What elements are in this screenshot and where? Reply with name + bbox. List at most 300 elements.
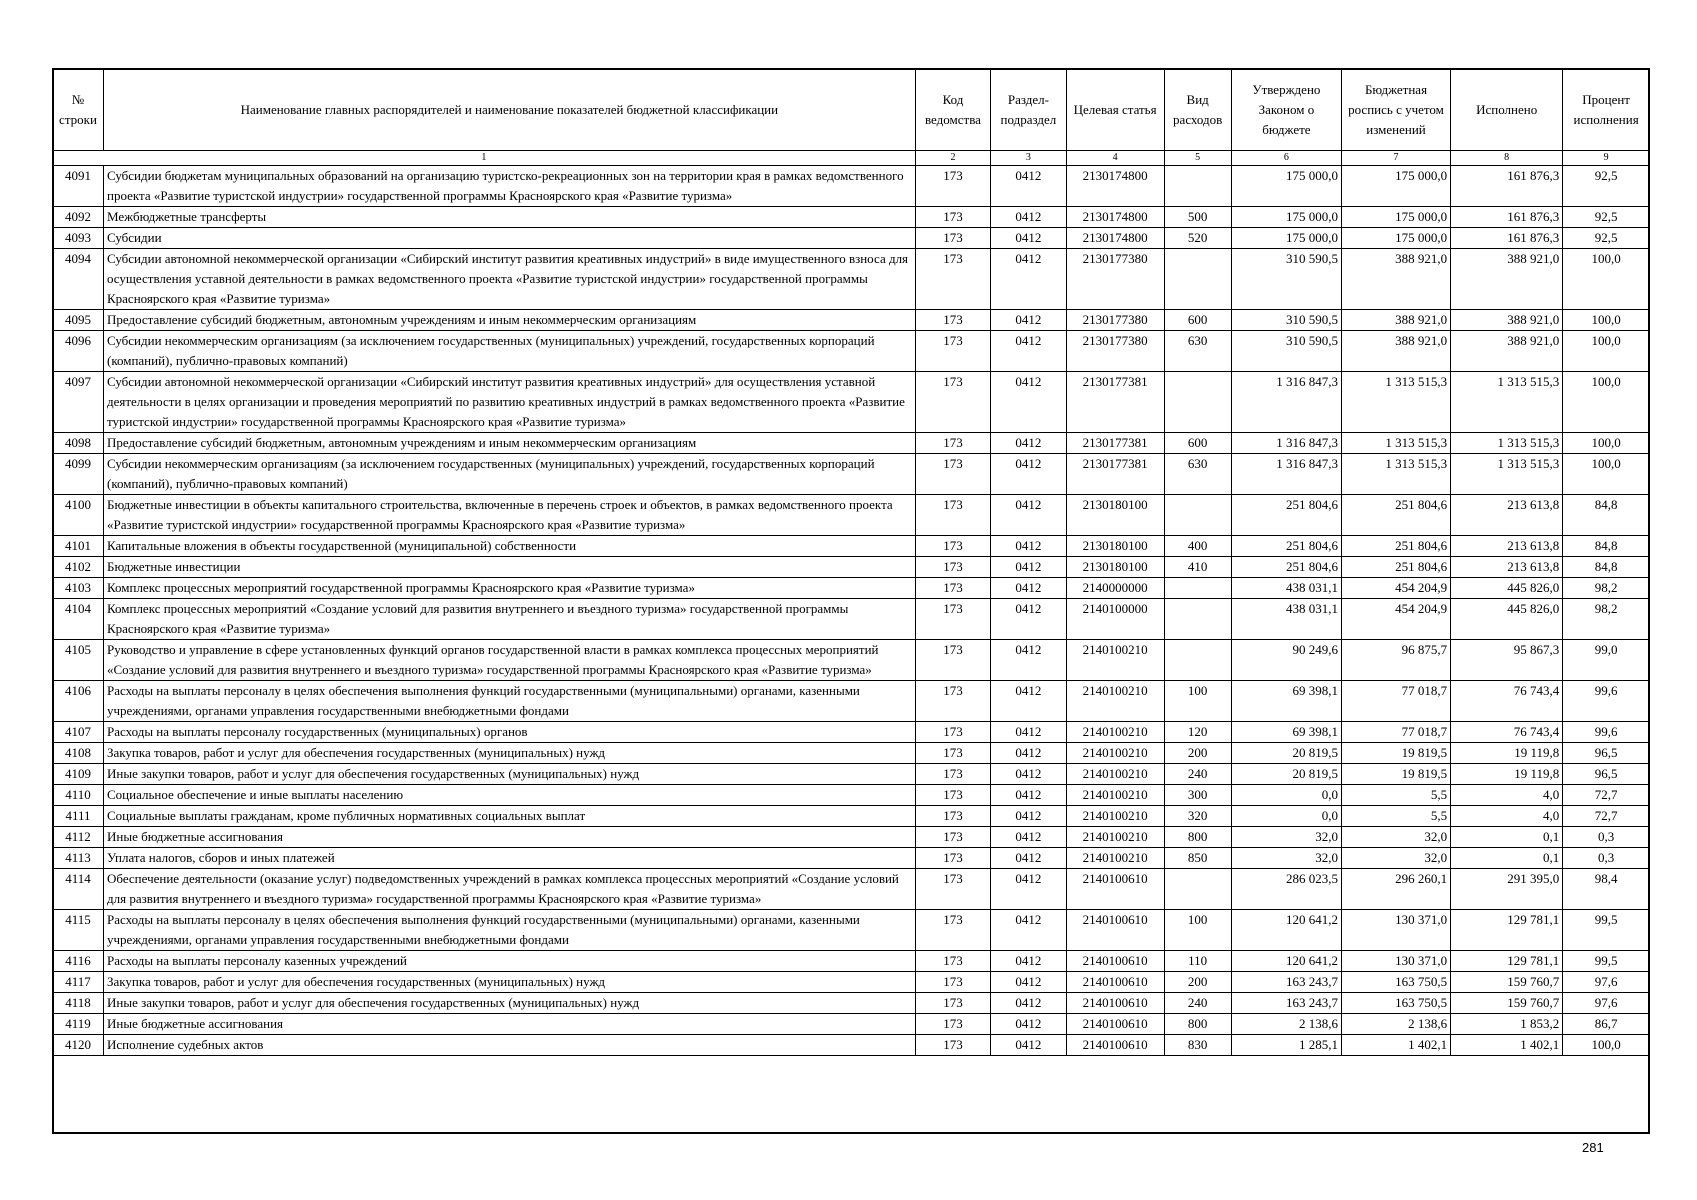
department-code: 173 [915,433,990,454]
table-row [53,536,1650,557]
column-index-cell: 4 [1066,151,1164,166]
row-name: Комплекс процессных мероприятий «Создание условий для развития внутреннего и въездного туризма» государственной программы Красноярского края «Развитие туризма» [103,599,915,640]
table-row [53,310,1650,331]
execution-percent: 100,0 [1563,454,1650,495]
execution-percent: 72,7 [1563,785,1650,806]
section-code: 0412 [991,599,1066,640]
schedule-amount: 175 000,0 [1341,228,1450,249]
row-name: Капитальные вложения в объекты государственной (муниципальной) собственности [103,536,915,557]
department-code: 173 [915,743,990,764]
row-number: 4096 [53,331,104,372]
executed-amount: 291 395,0 [1451,869,1563,910]
header-approved: Утверждено Законом о бюджете [1231,69,1341,151]
approved-amount: 69 398,1 [1231,681,1341,722]
expense-kind: 410 [1164,557,1231,578]
header-executed: Исполнено [1451,69,1563,151]
expense-kind: 500 [1164,207,1231,228]
department-code: 173 [915,764,990,785]
executed-amount: 76 743,4 [1451,722,1563,743]
target-article: 2140100610 [1066,951,1164,972]
department-code: 173 [915,495,990,536]
target-article: 2130180100 [1066,536,1164,557]
table-row [53,454,1650,495]
row-name: Субсидии некоммерческим организациям (за исключением государственных (муниципальных) учреждений, государственных корпораций (компаний), публично-правовых компаний) [103,454,915,495]
schedule-amount: 19 819,5 [1341,764,1450,785]
expense-kind [1164,599,1231,640]
row-number: 4091 [53,166,104,207]
schedule-amount: 77 018,7 [1341,722,1450,743]
section-code: 0412 [991,869,1066,910]
row-number: 4094 [53,249,104,310]
execution-percent: 96,5 [1563,764,1650,785]
row-name: Иные бюджетные ассигнования [103,827,915,848]
execution-percent: 96,5 [1563,743,1650,764]
row-name: Бюджетные инвестиции в объекты капитального строительства, включенные в перечень строек и объектов, в рамках ведомственного проекта «Развитие туристской индустрии» государственной программы Красноярского края «Развитие туризма» [103,495,915,536]
department-code: 173 [915,310,990,331]
schedule-amount: 19 819,5 [1341,743,1450,764]
approved-amount: 1 316 847,3 [1231,433,1341,454]
table-row [53,951,1650,972]
execution-percent: 100,0 [1563,331,1650,372]
table-row [53,722,1650,743]
row-number: 4109 [53,764,104,785]
table-row [53,557,1650,578]
schedule-amount: 77 018,7 [1341,681,1450,722]
executed-amount: 4,0 [1451,785,1563,806]
approved-amount: 251 804,6 [1231,495,1341,536]
schedule-amount: 32,0 [1341,848,1450,869]
executed-amount: 1 402,1 [1451,1035,1563,1056]
table-row [53,207,1650,228]
executed-amount: 445 826,0 [1451,599,1563,640]
section-code: 0412 [991,1035,1066,1056]
approved-amount: 1 316 847,3 [1231,454,1341,495]
expense-kind: 630 [1164,454,1231,495]
row-name: Межбюджетные трансферты [103,207,915,228]
row-number: 4115 [53,910,104,951]
row-name: Расходы на выплаты персоналу казенных учреждений [103,951,915,972]
approved-amount: 20 819,5 [1231,764,1341,785]
department-code: 173 [915,557,990,578]
execution-percent: 86,7 [1563,1014,1650,1035]
approved-amount: 175 000,0 [1231,207,1341,228]
approved-amount: 120 641,2 [1231,910,1341,951]
section-code: 0412 [991,827,1066,848]
approved-amount: 175 000,0 [1231,228,1341,249]
column-index-cell: 6 [1231,151,1341,166]
approved-amount: 120 641,2 [1231,951,1341,972]
row-name: Иные закупки товаров, работ и услуг для обеспечения государственных (муниципальных) нужд [103,764,915,785]
department-code: 173 [915,806,990,827]
row-number: 4120 [53,1035,104,1056]
table-row [53,972,1650,993]
row-number: 4092 [53,207,104,228]
section-code: 0412 [991,249,1066,310]
expense-kind: 400 [1164,536,1231,557]
target-article: 2140100210 [1066,785,1164,806]
expense-kind: 320 [1164,806,1231,827]
schedule-amount: 388 921,0 [1341,249,1450,310]
execution-percent: 99,5 [1563,910,1650,951]
section-code: 0412 [991,207,1066,228]
expense-kind [1164,578,1231,599]
execution-percent: 92,5 [1563,207,1650,228]
department-code: 173 [915,848,990,869]
approved-amount: 310 590,5 [1231,331,1341,372]
schedule-amount: 175 000,0 [1341,166,1450,207]
row-name: Субсидии некоммерческим организациям (за исключением государственных (муниципальных) учреждений, государственных корпораций (компаний), публично-правовых компаний) [103,331,915,372]
row-name: Субсидии [103,228,915,249]
section-code: 0412 [991,910,1066,951]
execution-percent: 99,6 [1563,722,1650,743]
schedule-amount: 163 750,5 [1341,972,1450,993]
expense-kind: 600 [1164,310,1231,331]
executed-amount: 1 313 515,3 [1451,454,1563,495]
target-article: 2140100210 [1066,722,1164,743]
expense-kind: 300 [1164,785,1231,806]
section-code: 0412 [991,433,1066,454]
row-number: 4100 [53,495,104,536]
executed-amount: 445 826,0 [1451,578,1563,599]
table-row [53,228,1650,249]
schedule-amount: 296 260,1 [1341,869,1450,910]
target-article: 2130174800 [1066,228,1164,249]
header-budget-schedule: Бюджетная роспись с учетом изменений [1341,69,1450,151]
executed-amount: 159 760,7 [1451,972,1563,993]
target-article: 2140100000 [1066,599,1164,640]
table-row [53,827,1650,848]
target-article: 2130180100 [1066,495,1164,536]
row-number: 4116 [53,951,104,972]
row-name: Расходы на выплаты персоналу в целях обеспечения выполнения функций государственными (муниципальными) органами, казенными учреждениями, органами управления государственными внебюджетными фондами [103,910,915,951]
executed-amount: 19 119,8 [1451,764,1563,785]
expense-kind [1164,166,1231,207]
section-code: 0412 [991,764,1066,785]
expense-kind: 240 [1164,993,1231,1014]
table-row [53,785,1650,806]
row-name: Закупка товаров, работ и услуг для обеспечения государственных (муниципальных) нужд [103,972,915,993]
approved-amount: 32,0 [1231,848,1341,869]
approved-amount: 438 031,1 [1231,578,1341,599]
schedule-amount: 130 371,0 [1341,910,1450,951]
section-code: 0412 [991,743,1066,764]
target-article: 2130174800 [1066,207,1164,228]
expense-kind: 200 [1164,743,1231,764]
schedule-amount: 5,5 [1341,806,1450,827]
table-row [53,599,1650,640]
department-code: 173 [915,827,990,848]
target-article: 2140100610 [1066,910,1164,951]
table-row [53,578,1650,599]
target-article: 2130177380 [1066,249,1164,310]
column-index-cell: 5 [1164,151,1231,166]
approved-amount: 2 138,6 [1231,1014,1341,1035]
department-code: 173 [915,166,990,207]
page-number: 281 [1582,1140,1604,1155]
target-article: 2130177381 [1066,372,1164,433]
approved-amount: 310 590,5 [1231,249,1341,310]
target-article: 2130174800 [1066,166,1164,207]
row-name: Субсидии автономной некоммерческой организации «Сибирский институт развития креативных индустрий» в виде имущественного взноса для осуществления уставной деятельности в рамках ведомственного проекта «Развитие туристской индустрии» государственной программы Красноярского края «Развитие туризма» [103,249,915,310]
approved-amount: 32,0 [1231,827,1341,848]
section-code: 0412 [991,972,1066,993]
schedule-amount: 1 313 515,3 [1341,433,1450,454]
target-article: 2140100210 [1066,827,1164,848]
execution-percent: 84,8 [1563,536,1650,557]
row-number: 4114 [53,869,104,910]
expense-kind: 830 [1164,1035,1231,1056]
executed-amount: 213 613,8 [1451,557,1563,578]
execution-percent: 84,8 [1563,495,1650,536]
row-number: 4097 [53,372,104,433]
section-code: 0412 [991,640,1066,681]
approved-amount: 20 819,5 [1231,743,1341,764]
execution-percent: 99,5 [1563,951,1650,972]
section-code: 0412 [991,578,1066,599]
approved-amount: 0,0 [1231,806,1341,827]
executed-amount: 161 876,3 [1451,228,1563,249]
schedule-amount: 96 875,7 [1341,640,1450,681]
table-row [53,166,1650,207]
department-code: 173 [915,249,990,310]
table-row [53,764,1650,785]
row-name: Расходы на выплаты персоналу в целях обеспечения выполнения функций государственными (муниципальными) органами, казенными учреждениями, органами управления государственными внебюджетными фондами [103,681,915,722]
executed-amount: 213 613,8 [1451,536,1563,557]
target-article: 2140100610 [1066,993,1164,1014]
column-index-cell: 2 [915,151,990,166]
target-article: 2140100610 [1066,972,1164,993]
approved-amount: 163 243,7 [1231,993,1341,1014]
execution-percent: 97,6 [1563,993,1650,1014]
schedule-amount: 1 313 515,3 [1341,454,1450,495]
expense-kind [1164,372,1231,433]
table-row [53,848,1650,869]
row-name: Социальное обеспечение и иные выплаты населению [103,785,915,806]
table-row [53,743,1650,764]
executed-amount: 19 119,8 [1451,743,1563,764]
row-name: Расходы на выплаты персоналу государственных (муниципальных) органов [103,722,915,743]
table-row [53,993,1650,1014]
expense-kind: 120 [1164,722,1231,743]
column-index-cell: 3 [991,151,1066,166]
row-name: Уплата налогов, сборов и иных платежей [103,848,915,869]
execution-percent: 100,0 [1563,310,1650,331]
section-code: 0412 [991,372,1066,433]
header-row-number: № строки [53,69,104,151]
column-index-cell: 8 [1451,151,1563,166]
target-article: 2140100210 [1066,640,1164,681]
department-code: 173 [915,599,990,640]
executed-amount: 213 613,8 [1451,495,1563,536]
section-code: 0412 [991,806,1066,827]
header-name: Наименование главных распорядителей и наименование показателей бюджетной классификации [103,69,915,151]
section-code: 0412 [991,166,1066,207]
expense-kind [1164,249,1231,310]
executed-amount: 0,1 [1451,827,1563,848]
schedule-amount: 5,5 [1341,785,1450,806]
execution-percent: 100,0 [1563,1035,1650,1056]
department-code: 173 [915,1035,990,1056]
expense-kind: 600 [1164,433,1231,454]
target-article: 2140100210 [1066,848,1164,869]
approved-amount: 69 398,1 [1231,722,1341,743]
row-name: Исполнение судебных актов [103,1035,915,1056]
target-article: 2130177380 [1066,310,1164,331]
target-article: 2140100210 [1066,806,1164,827]
department-code: 173 [915,207,990,228]
row-number: 4095 [53,310,104,331]
target-article: 2140100210 [1066,681,1164,722]
approved-amount: 175 000,0 [1231,166,1341,207]
table-row [53,495,1650,536]
row-name: Предоставление субсидий бюджетным, автономным учреждениям и иным некоммерческим организациям [103,310,915,331]
table-row [53,433,1650,454]
expense-kind: 850 [1164,848,1231,869]
approved-amount: 251 804,6 [1231,536,1341,557]
table-row [53,372,1650,433]
department-code: 173 [915,681,990,722]
table-body [53,166,1650,1056]
expense-kind: 520 [1164,228,1231,249]
row-number: 4098 [53,433,104,454]
schedule-amount: 1 402,1 [1341,1035,1450,1056]
executed-amount: 388 921,0 [1451,331,1563,372]
executed-amount: 388 921,0 [1451,249,1563,310]
execution-percent: 98,4 [1563,869,1650,910]
department-code: 173 [915,536,990,557]
execution-percent: 97,6 [1563,972,1650,993]
row-number: 4102 [53,557,104,578]
row-number: 4111 [53,806,104,827]
executed-amount: 161 876,3 [1451,207,1563,228]
row-name: Социальные выплаты гражданам, кроме публичных нормативных социальных выплат [103,806,915,827]
table-row [53,249,1650,310]
section-code: 0412 [991,785,1066,806]
execution-percent: 98,2 [1563,599,1650,640]
row-name: Субсидии бюджетам муниципальных образований на организацию туристско-рекреационных зон на территории края в рамках ведомственного проекта «Развитие туристской индустрии» государственной программы Красноярского края «Развитие туризма» [103,166,915,207]
table-row [53,1014,1650,1035]
table-row [53,1035,1650,1056]
department-code: 173 [915,1014,990,1035]
row-number: 4118 [53,993,104,1014]
section-code: 0412 [991,848,1066,869]
department-code: 173 [915,722,990,743]
approved-amount: 163 243,7 [1231,972,1341,993]
department-code: 173 [915,578,990,599]
expense-kind [1164,869,1231,910]
execution-percent: 92,5 [1563,166,1650,207]
approved-amount: 286 023,5 [1231,869,1341,910]
target-article: 2130180100 [1066,557,1164,578]
schedule-amount: 130 371,0 [1341,951,1450,972]
section-code: 0412 [991,951,1066,972]
row-number: 4110 [53,785,104,806]
department-code: 173 [915,972,990,993]
approved-amount: 251 804,6 [1231,557,1341,578]
execution-percent: 0,3 [1563,848,1650,869]
row-name: Комплекс процессных мероприятий государственной программы Красноярского края «Развитие туризма» [103,578,915,599]
expense-kind: 240 [1164,764,1231,785]
executed-amount: 159 760,7 [1451,993,1563,1014]
section-code: 0412 [991,310,1066,331]
section-code: 0412 [991,536,1066,557]
target-article: 2140100610 [1066,869,1164,910]
row-name: Субсидии автономной некоммерческой организации «Сибирский институт развития креативных индустрий» для осуществления уставной деятельности в целях организации и проведения мероприятий по развитию креативных индустрий в рамках ведомственного проекта «Развитие туристской индустрии» государственной программы Красноярского края «Развитие туризма» [103,372,915,433]
execution-percent: 100,0 [1563,433,1650,454]
expense-kind: 200 [1164,972,1231,993]
row-name: Обеспечение деятельности (оказание услуг) подведомственных учреждений в рамках комплекса процессных мероприятий «Создание условий для развития внутреннего и въездного туризма» государственной программы Красноярского края «Развитие туризма» [103,869,915,910]
schedule-amount: 32,0 [1341,827,1450,848]
header-target-article: Целевая статья [1066,69,1164,151]
schedule-amount: 251 804,6 [1341,536,1450,557]
department-code: 173 [915,785,990,806]
target-article: 2140100610 [1066,1035,1164,1056]
row-number: 4119 [53,1014,104,1035]
row-name: Иные закупки товаров, работ и услуг для обеспечения государственных (муниципальных) нужд [103,993,915,1014]
row-number: 4106 [53,681,104,722]
expense-kind: 100 [1164,910,1231,951]
section-code: 0412 [991,228,1066,249]
section-code: 0412 [991,681,1066,722]
executed-amount: 388 921,0 [1451,310,1563,331]
row-name: Предоставление субсидий бюджетным, автономным учреждениям и иным некоммерческим организациям [103,433,915,454]
executed-amount: 1 853,2 [1451,1014,1563,1035]
table-row [53,806,1650,827]
executed-amount: 95 867,3 [1451,640,1563,681]
schedule-amount: 454 204,9 [1341,599,1450,640]
section-code: 0412 [991,722,1066,743]
section-code: 0412 [991,331,1066,372]
schedule-amount: 388 921,0 [1341,310,1450,331]
target-article: 2140100610 [1066,1014,1164,1035]
execution-percent: 92,5 [1563,228,1650,249]
row-number: 4101 [53,536,104,557]
execution-percent: 98,2 [1563,578,1650,599]
budget-table [52,68,1650,1056]
expense-kind: 110 [1164,951,1231,972]
schedule-amount: 1 313 515,3 [1341,372,1450,433]
execution-percent: 99,6 [1563,681,1650,722]
section-code: 0412 [991,1014,1066,1035]
header-expense-kind: Вид расходов [1164,69,1231,151]
target-article: 2140100210 [1066,764,1164,785]
expense-kind: 800 [1164,1014,1231,1035]
section-code: 0412 [991,495,1066,536]
header-execution-percent: Процент исполнения [1563,69,1650,151]
target-article: 2130177381 [1066,454,1164,495]
expense-kind: 100 [1164,681,1231,722]
target-article: 2130177381 [1066,433,1164,454]
executed-amount: 129 781,1 [1451,951,1563,972]
expense-kind: 800 [1164,827,1231,848]
execution-percent: 100,0 [1563,249,1650,310]
schedule-amount: 2 138,6 [1341,1014,1450,1035]
target-article: 2140000000 [1066,578,1164,599]
department-code: 173 [915,951,990,972]
department-code: 173 [915,640,990,681]
execution-percent: 0,3 [1563,827,1650,848]
execution-percent: 84,8 [1563,557,1650,578]
executed-amount: 0,1 [1451,848,1563,869]
column-index-cell: 9 [1563,151,1650,166]
row-number: 4113 [53,848,104,869]
executed-amount: 1 313 515,3 [1451,372,1563,433]
row-number: 4108 [53,743,104,764]
row-number: 4105 [53,640,104,681]
table-row [53,910,1650,951]
approved-amount: 438 031,1 [1231,599,1341,640]
execution-percent: 99,0 [1563,640,1650,681]
